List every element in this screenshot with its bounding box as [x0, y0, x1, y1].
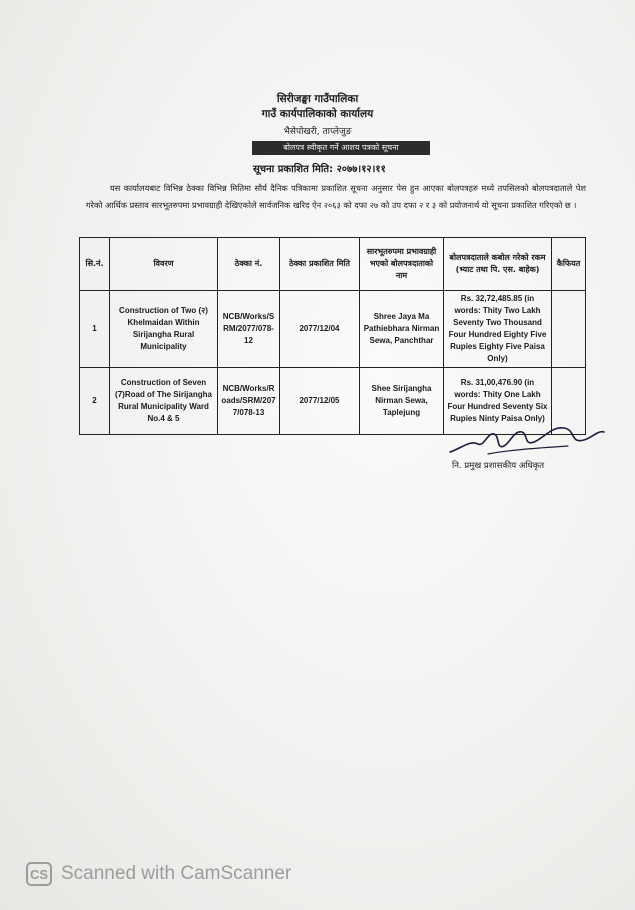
table-header-row: [80, 238, 586, 291]
cell-published: 2077/12/05: [280, 368, 360, 435]
notice-date: सूचना प्रकाशित मिति: २०७७।१२।११: [253, 164, 386, 175]
cell-amount: Rs. 31,00,476.90 (in words: Thity One Lakh Four Hundred Seventy Six Rupies Ninty Paisa Only): [444, 368, 552, 435]
col-header-remarks: कैफियत: [552, 238, 586, 291]
cell-description: Construction of Seven (7)Road of The Sirijangha Rural Municipality Ward No.4 & 5: [110, 368, 218, 435]
camscanner-logo: CS: [26, 862, 52, 886]
col-header-bidder: सारभूतरुपमा प्रभावग्राही भएको बोलपत्रदाताको नाम: [360, 238, 444, 291]
handwritten-signature: [448, 418, 608, 460]
cell-published: 2077/12/04: [280, 291, 360, 368]
camscanner-watermark: [26, 862, 291, 886]
signature-caption: नि. प्रमुख प्रशासकीय अधिकृत: [452, 461, 545, 471]
municipality-name: सिरीजङ्घा गाउँपालिका: [276, 93, 359, 105]
cell-bidder: Shree Jaya Ma Pathiebhara Nirman Sewa, Panchthar: [360, 291, 444, 368]
cell-contract-no: NCB/Works/Roads/SRM/2077/078-13: [218, 368, 280, 435]
col-header-published: ठेक्का प्रकाशित मिति: [280, 238, 360, 291]
camscanner-text: Scanned with CamScanner: [61, 863, 292, 884]
cell-amount: Rs. 32,72,485.85 (in words: Thity Two Lakh Seventy Two Thousand Four Hundred Eighty Five Rupies Eighty Five Paisa Only): [444, 291, 552, 368]
intro-paragraph: यस कार्यालयबाट विभिन्न ठेक्का विभिन्न मितिमा सौर्य दैनिक पत्रिकामा प्रकाशित सूचना अनुसार पेस हुन आएका बोलपत्रहरु मध्ये तपसिलको बोलपत्रदाताले पेश गरेको आर्थिक प्रस्ताव सारभूतरुपमा प्रभावग्राही देखिएकोले सार्वजनिक खरिद ऐन २०६३ को दफा २७ को उप दफा २ र ३ को प्रयोजनार्थ यो सूचना प्रकाशित गरिएको छ ।: [86, 183, 586, 210]
cell-sn: 2: [80, 368, 110, 435]
cell-sn: 1: [80, 291, 110, 368]
col-header-contract-no: ठेक्का नं.: [218, 238, 280, 291]
col-header-amount: बोलपत्रदाताले कबोल गरेको रकम (भ्याट तथा पि. एस. बाहेक): [444, 238, 552, 291]
office-address: भैसेपोखरी, ताप्लेजुङ: [283, 127, 352, 137]
cell-remarks: [552, 291, 586, 368]
cell-bidder: Shee Sirijangha Nirman Sewa, Taplejung: [360, 368, 444, 435]
cell-contract-no: NCB/Works/SRM/2077/078-12: [218, 291, 280, 368]
table-row: [80, 291, 586, 368]
cell-description: Construction of Two (२) Khelmaidan Within Sirijangha Rural Municipality: [110, 291, 218, 368]
bid-table: [79, 237, 586, 435]
notice-banner: बोलपत्र स्वीकृत गर्ने आशय पत्रको सूचना: [252, 141, 430, 155]
col-header-description: विवरण: [110, 238, 218, 291]
office-name: गाउँ कार्यपालिकाको कार्यालय: [261, 108, 374, 120]
col-header-sn: सि.नं.: [80, 238, 110, 291]
